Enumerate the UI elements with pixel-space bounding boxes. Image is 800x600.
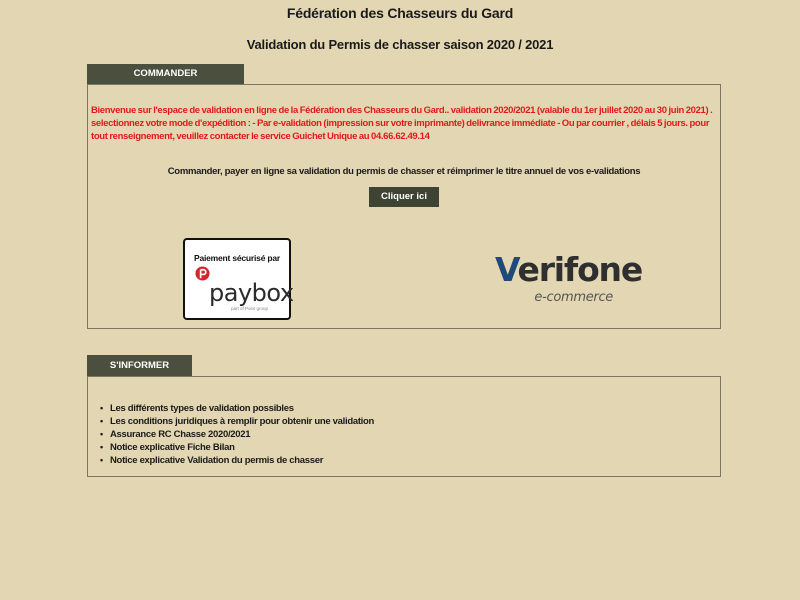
bullet-icon: • <box>100 429 103 439</box>
verifone-subtext: e-commerce <box>534 290 613 305</box>
bullet-icon: • <box>100 455 103 465</box>
info-link-label: Assurance RC Chasse 2020/2021 <box>110 429 251 440</box>
bullet-icon: • <box>100 403 103 413</box>
verifone-v-letter: V <box>495 250 518 289</box>
sinformer-panel <box>87 376 721 477</box>
verifone-wordmark-rest: erifone <box>517 250 643 289</box>
info-link-rc-insurance[interactable] <box>100 428 374 441</box>
commander-panel <box>87 84 721 329</box>
sinformer-tab: S'INFORMER <box>87 355 192 376</box>
verifone-logo <box>495 250 643 310</box>
info-link-list <box>100 402 374 467</box>
bullet-icon: • <box>100 442 103 452</box>
paybox-logo <box>183 238 294 320</box>
info-link-label: Notice explicative Fiche Bilan <box>110 442 235 453</box>
info-link-legal-conditions[interactable] <box>100 415 374 428</box>
paybox-wordmark: paybox <box>209 279 294 307</box>
info-link-label: Notice explicative Validation du permis de chasser <box>110 455 324 466</box>
paybox-p-icon <box>195 266 210 281</box>
site-title: Fédération des Chasseurs du Gard <box>286 5 514 21</box>
info-link-validation-types[interactable] <box>100 402 374 415</box>
welcome-message: Bienvenue sur l'espace de validation en ligne de la Fédération des Chasseurs du Gard.. validation 2020/2021 (valable du 1er juillet 2020 au 30 juin 2021) . selectionnez votre mode d'expédition : - Par e-validation (impression sur votre imprimante) delivrance immédiate - Ou par courrier , délais 5 jours. pour tout renseignement, veuillez contacter le service Guichet Unique au 04.66.62.49.14 <box>91 105 713 142</box>
season-title: Validation du Permis de chasser saison 2020 / 2021 <box>246 37 554 52</box>
click-here-button[interactable]: Cliquer ici <box>369 187 439 207</box>
info-link-label: Les conditions juridiques à remplir pour obtenir une validation <box>110 416 375 427</box>
commander-tab: COMMANDER <box>87 64 244 84</box>
order-intro-text: Commander, payer en ligne sa validation du permis de chasser et réimprimer le titre annuel de vos e-validations <box>167 166 641 177</box>
info-link-notice-fiche-bilan[interactable] <box>100 441 374 454</box>
paybox-subtext: part of Point group <box>231 306 269 311</box>
paybox-caption: Paiement sécurisé par <box>193 253 281 263</box>
bullet-icon: • <box>100 416 103 426</box>
verifone-wordmark <box>495 250 642 289</box>
info-link-label: Les différents types de validation possibles <box>110 403 294 414</box>
info-link-notice-validation[interactable] <box>100 454 374 467</box>
